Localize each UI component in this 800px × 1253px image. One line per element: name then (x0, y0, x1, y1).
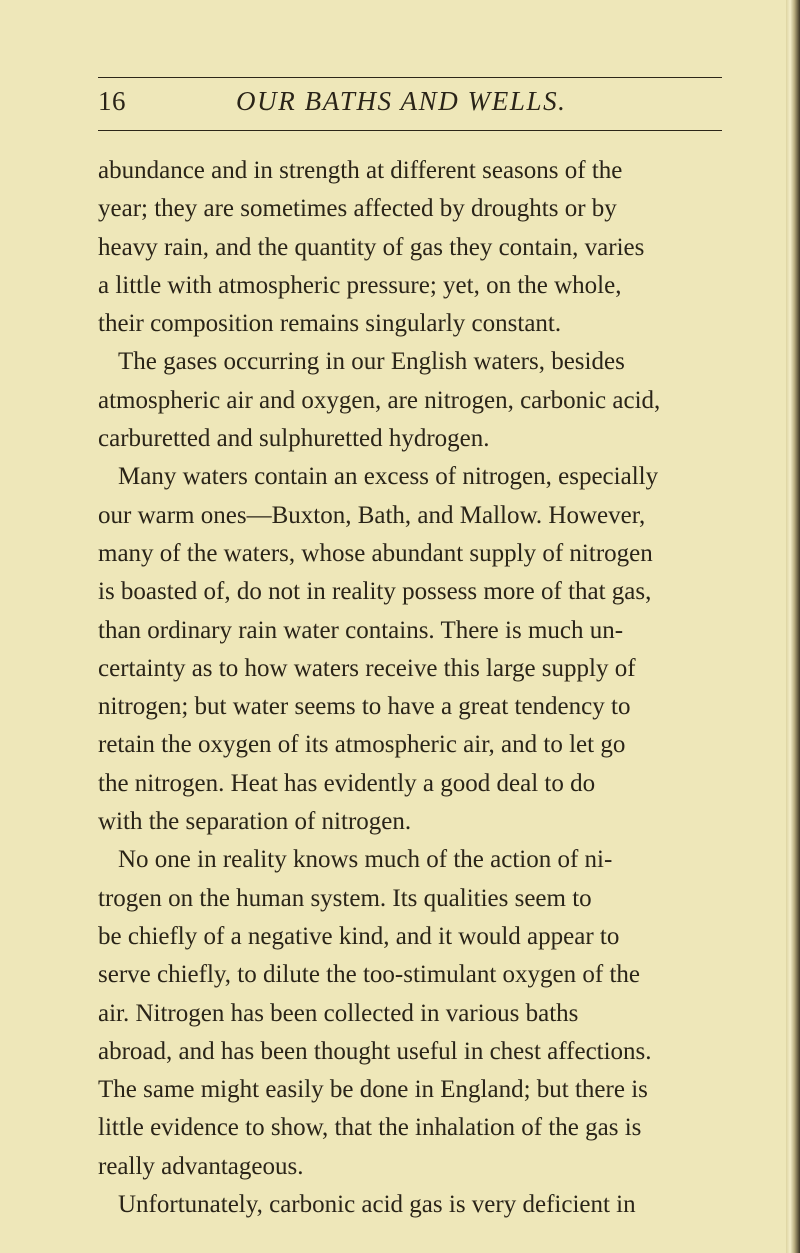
text-line: their composition remains singularly constant. (98, 310, 562, 338)
text-line: be chiefly of a negative kind, and it would appear to (98, 922, 620, 950)
text-line: The same might easily be done in England; but there is (98, 1076, 648, 1104)
text-line: serve chiefly, to dilute the too-stimulant oxygen of the (98, 961, 640, 989)
text-line: than ordinary rain water contains. There is much un- (98, 616, 624, 644)
text-line: certainty as to how waters receive this large supply of (98, 654, 636, 682)
body-text (98, 152, 730, 1224)
header-rule-top (98, 77, 722, 78)
text-line: retain the oxygen of its atmospheric air, and to let go (98, 731, 626, 759)
running-title: OUR BATHS AND WELLS. (236, 86, 567, 116)
text-line: really advantageous. (98, 1152, 304, 1180)
text-line: trogen on the human system. Its qualities seem to (98, 884, 592, 912)
page-edge (786, 0, 800, 1253)
text-line: little evidence to show, that the inhalation of the gas is (98, 1114, 642, 1142)
text-line: with the separation of nitrogen. (98, 808, 412, 836)
text-line: heavy rain, and the quantity of gas they contain, varies (98, 233, 645, 261)
page-header (98, 86, 722, 126)
text-line: our warm ones—Buxton, Bath, and Mallow. However, (98, 501, 646, 529)
text-line: year; they are sometimes affected by droughts or by (98, 195, 617, 223)
header-rule-bottom (98, 130, 722, 131)
text-line: abroad, and has been thought useful in chest affections. (98, 1037, 652, 1065)
text-line: is boasted of, do not in reality possess more of that gas, (98, 578, 652, 606)
text-line: Many waters contain an excess of nitrogen, especially (118, 463, 659, 491)
page-number: 16 (98, 86, 126, 116)
text-line: Unfortunately, carbonic acid gas is very deficient in (118, 1191, 636, 1219)
text-line: carburetted and sulphuretted hydrogen. (98, 425, 490, 453)
text-line: No one in reality knows much of the action of ni- (118, 846, 613, 874)
text-line: a little with atmospheric pressure; yet, on the whole, (98, 271, 622, 299)
text-line: air. Nitrogen has been collected in various baths (98, 999, 579, 1027)
text-line: atmospheric air and oxygen, are nitrogen, carbonic acid, (98, 386, 661, 414)
text-line: The gases occurring in our English waters, besides (118, 348, 625, 376)
text-line: the nitrogen. Heat has evidently a good deal to do (98, 769, 596, 797)
text-line: abundance and in strength at different seasons of the (98, 157, 623, 184)
text-line: nitrogen; but water seems to have a great tendency to (98, 693, 631, 721)
text-line: many of the waters, whose abundant supply of nitrogen (98, 539, 653, 567)
